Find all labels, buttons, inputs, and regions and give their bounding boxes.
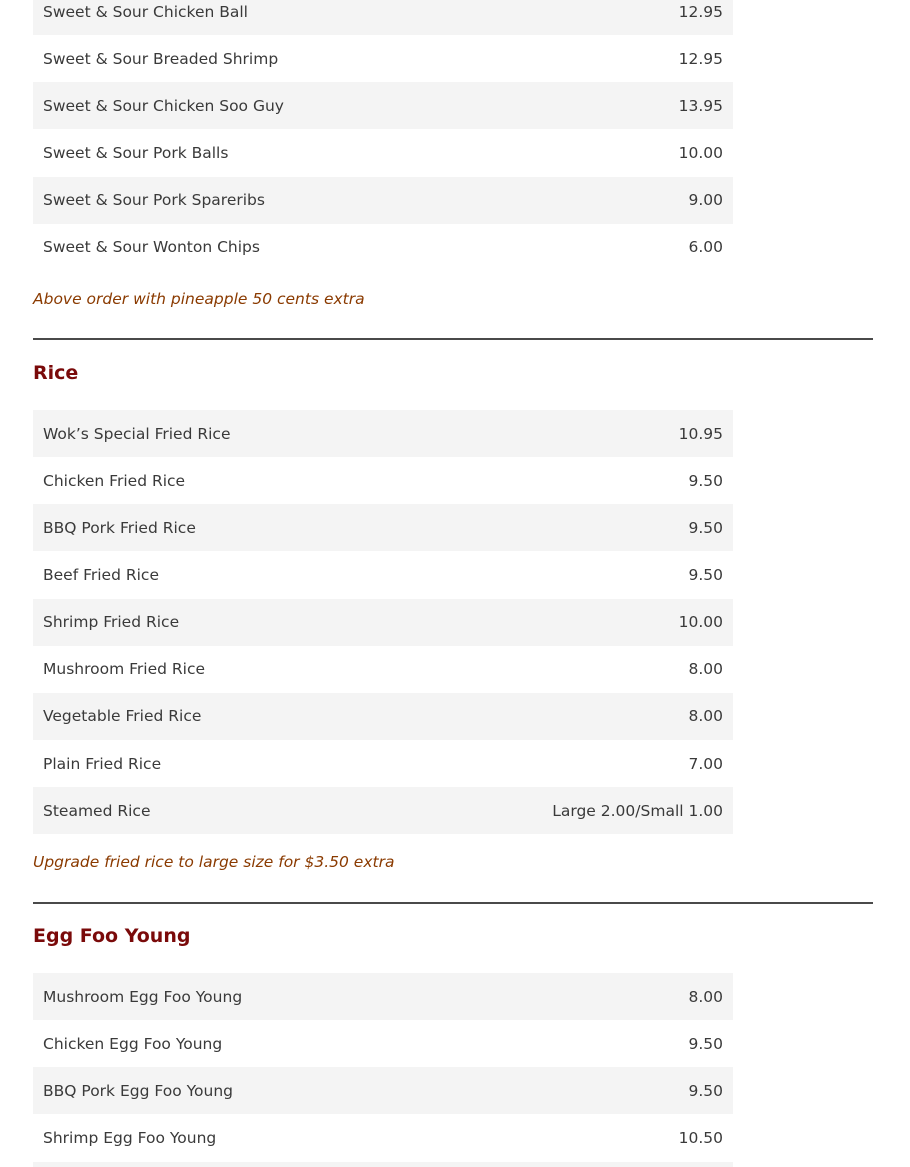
menu-item-name: Shrimp Fried Rice: [43, 613, 180, 632]
section-divider: [33, 902, 873, 904]
menu-item-price: 9.50: [688, 471, 723, 490]
menu-item-row: [33, 740, 733, 787]
menu-item-price: 10.00: [678, 143, 723, 162]
menu-item-row: [33, 973, 733, 1020]
menu-item-row: [33, 224, 733, 271]
menu-item-name: Sweet & Sour Wonton Chips: [43, 238, 260, 257]
menu-item-row: [33, 177, 733, 224]
menu-item-name: Sweet & Sour Chicken Ball: [43, 2, 248, 21]
menu-item-price: 9.00: [688, 191, 723, 210]
menu-item-price: 8.00: [688, 660, 723, 679]
menu-item-row: [33, 1114, 733, 1161]
menu-item-name: Steamed Rice: [43, 801, 151, 820]
menu-item-row: [33, 129, 733, 176]
menu-item-price: 13.95: [678, 96, 723, 115]
menu-item-name: Vegetable Fried Rice: [43, 707, 202, 726]
menu-item-name: Mushroom Egg Foo Young: [43, 987, 243, 1006]
menu-item-name: Plain Fried Rice: [43, 754, 162, 773]
menu-item-name: Wok’s Special Fried Rice: [43, 424, 231, 443]
menu-item-price: 9.50: [688, 565, 723, 584]
menu-item-row: [33, 646, 733, 693]
menu-item-price: 9.50: [688, 1034, 723, 1053]
pineapple-note: Above order with pineapple 50 cents extra: [33, 290, 365, 308]
section-title-rice: Rice: [33, 362, 79, 384]
menu-item-row: [33, 551, 733, 598]
menu-item-price: 7.00: [688, 754, 723, 773]
menu-item-row: [33, 82, 733, 129]
menu-item-name: Sweet & Sour Pork Spareribs: [43, 191, 265, 210]
menu-item-name: Beef Fried Rice: [43, 565, 159, 584]
menu-item-row: [33, 0, 733, 35]
menu-item-row: [33, 504, 733, 551]
menu-item-price: 10.50: [678, 1128, 723, 1147]
menu-item-price: 8.00: [688, 707, 723, 726]
menu-item-name: Sweet & Sour Pork Balls: [43, 143, 229, 162]
egg-foo-young-menu-table: [33, 973, 733, 1167]
menu-item-row: [33, 1067, 733, 1114]
menu-item-row-partial: [33, 1162, 733, 1167]
menu-item-name: Mushroom Fried Rice: [43, 660, 206, 679]
menu-item-price: 9.50: [688, 518, 723, 537]
sweet-sour-menu-table: [33, 0, 733, 271]
menu-item-name: Chicken Egg Foo Young: [43, 1034, 223, 1053]
menu-item-price: 6.00: [688, 238, 723, 257]
menu-item-row: [33, 457, 733, 504]
menu-item-row: [33, 693, 733, 740]
menu-item-name: BBQ Pork Fried Rice: [43, 518, 196, 537]
menu-item-name: Sweet & Sour Breaded Shrimp: [43, 49, 279, 68]
menu-item-name: BBQ Pork Egg Foo Young: [43, 1081, 233, 1100]
menu-item-row: [33, 410, 733, 457]
menu-item-price: 10.95: [678, 424, 723, 443]
menu-item-row: [33, 35, 733, 82]
rice-menu-table: [33, 410, 733, 834]
section-divider: [33, 338, 873, 340]
menu-item-name: Chicken Fried Rice: [43, 471, 186, 490]
menu-item-row: [33, 599, 733, 646]
menu-item-price: 12.95: [678, 2, 723, 21]
menu-item-price: 9.50: [688, 1081, 723, 1100]
menu-item-name: Shrimp Egg Foo Young: [43, 1128, 217, 1147]
menu-item-row: [33, 1020, 733, 1067]
menu-item-price: 12.95: [678, 49, 723, 68]
menu-item-name: Sweet & Sour Chicken Soo Guy: [43, 96, 284, 115]
section-title-egg-foo-young: Egg Foo Young: [33, 925, 191, 947]
menu-item-price: 10.00: [678, 613, 723, 632]
menu-item-row: [33, 787, 733, 834]
rice-upgrade-note: Upgrade fried rice to large size for $3.50 extra: [33, 853, 395, 871]
menu-item-price: Large 2.00/Small 1.00: [552, 801, 723, 820]
menu-item-price: 8.00: [688, 987, 723, 1006]
